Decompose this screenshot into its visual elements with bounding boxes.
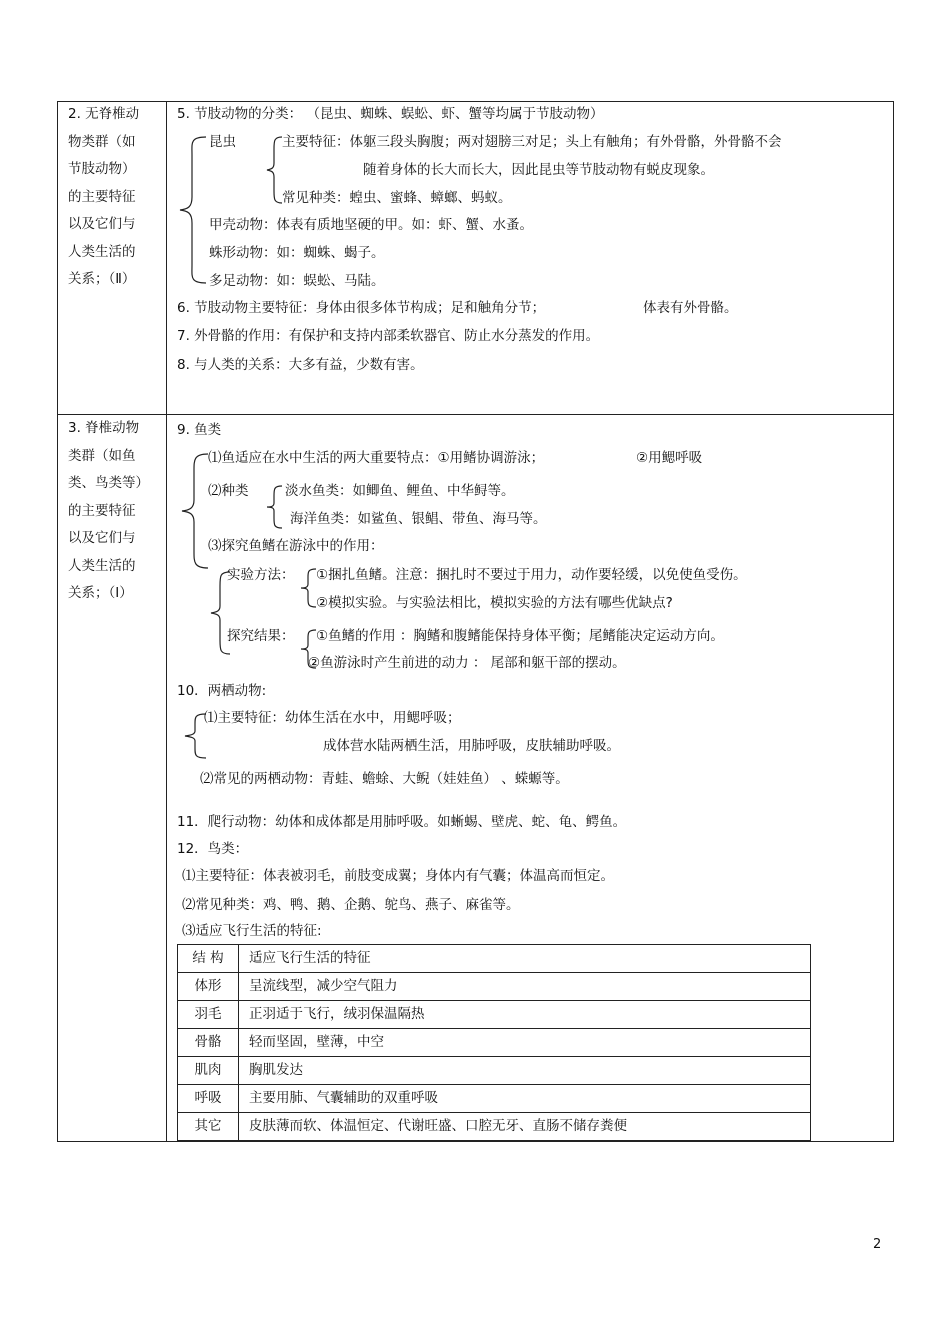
table-cell-structure: 羽毛 (178, 1001, 239, 1029)
marine-fish: 海洋鱼类：如鲨鱼、银鲳、带鱼、海马等。 (290, 511, 547, 527)
method-2: ②模拟实验。与实验法相比，模拟实验的方法有哪些优缺点? (316, 595, 673, 611)
method-1: ①捆扎鱼鳍。注意：捆扎时不要过于用力，动作要轻缓，以免使鱼受伤。 (316, 567, 747, 583)
table-right-border (893, 101, 894, 1142)
item-5: 5. 节肢动物的分类： （昆虫、蜘蛛、蜈蚣、虾、蟹等均属于节肢动物） (177, 106, 604, 122)
arachnid: 蛛形动物：如：蜘蛛、蝎子。 (209, 245, 385, 261)
item-12: 12．鸟类： (177, 841, 249, 857)
table-header-structure: 结 构 (178, 945, 239, 973)
fish-feature-2: ②用鳃呼吸 (636, 450, 703, 466)
table-cell-structure: 肌肉 (178, 1057, 239, 1085)
brace-method (298, 567, 318, 609)
table-row (178, 973, 811, 1001)
table-row (178, 1029, 811, 1057)
table-cell-feature: 胸肌发达 (239, 1057, 811, 1085)
row-divider (57, 414, 894, 415)
bird-flight-title: ⑶适应飞行生活的特征: (182, 923, 322, 939)
item-9: 9. 鱼类 (177, 422, 222, 438)
insect-feature-cont: 随着身体的长大而长大，因此昆虫等节肢动物有蜕皮现象。 (363, 162, 714, 178)
table-cell-structure: 体形 (178, 973, 239, 1001)
item-7: 7. 外骨骼的作用：有保护和支持内部柔软器官、防止水分蒸发的作用。 (177, 328, 600, 344)
bird-species: ⑵常见种类：鸡、鸭、鹅、企鹅、鸵鸟、燕子、麻雀等。 (182, 897, 520, 913)
brace-insect (264, 135, 284, 205)
table-bottom-border (57, 1141, 894, 1142)
page-number: 2 (873, 1237, 882, 1252)
table-cell-feature: 轻而坚固，壁薄，中空 (239, 1029, 811, 1057)
fish-types: ⑵种类 (208, 483, 249, 499)
crustacean: 甲壳动物：体表有质地坚硬的甲。如：虾、蟹、水蚤。 (209, 217, 533, 233)
item-11: 11．爬行动物：幼体和成体都是用肺呼吸。如蜥蜴、壁虎、蛇、龟、鳄鱼。 (177, 814, 627, 830)
item-8: 8. 与人类的关系：大多有益，少数有害。 (177, 357, 424, 373)
insect-species: 常见种类：蝗虫、蜜蜂、蟑螂、蚂蚁。 (282, 190, 512, 206)
table-cell-feature: 正羽适于飞行，绒羽保温隔热 (239, 1001, 811, 1029)
freshwater-fish: 淡水鱼类：如鲫鱼、鲤鱼、中华鲟等。 (285, 483, 515, 499)
table-cell-feature: 皮肤薄而软、体温恒定、代谢旺盛、口腔无牙、直肠不储存粪便 (239, 1113, 811, 1141)
row1-label: 2. 无脊椎动 物类群（如 节肢动物） 的主要特征 以及它们与 人类生活的 关系；（Ⅱ） (68, 106, 140, 287)
table-header-row (178, 945, 811, 973)
table-left-border (57, 101, 58, 1142)
fin-experiment: ⑶探究鱼鳍在游泳中的作用： (208, 538, 384, 554)
brace-fish-types (264, 484, 284, 530)
table-header-feature: 适应飞行生活的特征 (239, 945, 811, 973)
amphibian-examples: ⑵常见的两栖动物：青蛙、蟾蜍、大鲵（娃娃鱼） 、蝾螈等。 (200, 771, 569, 787)
table-row (178, 1057, 811, 1085)
myriapod: 多足动物：如：蜈蚣、马陆。 (209, 273, 385, 289)
table-row (178, 1001, 811, 1029)
insect-feature: 主要特征：体躯三段头胸腹；两对翅膀三对足；头上有触角；有外骨骼，外骨骼不会 (282, 134, 782, 150)
brace-arthropod-classes (178, 135, 208, 285)
table-row (178, 1113, 811, 1141)
table-cell-structure: 骨骼 (178, 1029, 239, 1057)
result-label: 探究结果： (227, 628, 295, 644)
item-6a: 6. 节肢动物主要特征：身体由很多体节构成；足和触角分节； (177, 300, 546, 316)
result-2: ②鱼游泳时产生前进的动力 ： 尾部和躯干部的摆动。 (308, 655, 626, 671)
table-cell-feature: 主要用肺、气囊辅助的双重呼吸 (239, 1085, 811, 1113)
item-10: 10．两栖动物: (177, 683, 267, 699)
item-6b: 体表有外骨骼。 (643, 300, 738, 316)
fish-feature-1: ⑴鱼适应在水中生活的两大重要特点：①用鳍协调游泳； (208, 450, 545, 466)
table-row (178, 1085, 811, 1113)
table-cell-feature: 呈流线型，减少空气阻力 (239, 973, 811, 1001)
bird-flight-table (177, 944, 811, 1141)
table-cell-structure: 其它 (178, 1113, 239, 1141)
table-cell-structure: 呼吸 (178, 1085, 239, 1113)
insect-label: 昆虫 (209, 134, 236, 150)
row2-label: 3. 脊椎动物 类群（如鱼 类、鸟类等） 的主要特征 以及它们与 人类生活的 关系；（Ⅰ） (68, 420, 149, 601)
amphibian-feature-cont: 成体营水陆两栖生活，用肺呼吸，皮肤辅助呼吸。 (323, 738, 620, 754)
result-1: ①鱼鳍的作用 ：胸鳍和腹鳍能保持身体平衡；尾鳍能决定运动方向。 (316, 628, 724, 644)
bird-feature: ⑴主要特征：体表被羽毛，前肢变成翼；身体内有气囊；体温高而恒定。 (182, 868, 614, 884)
amphibian-feature: ⑴主要特征：幼体生活在水中，用鳃呼吸； (204, 710, 461, 726)
brace-fish (180, 452, 210, 570)
method-label: 实验方法： (227, 567, 295, 583)
table-top-border (57, 101, 894, 102)
